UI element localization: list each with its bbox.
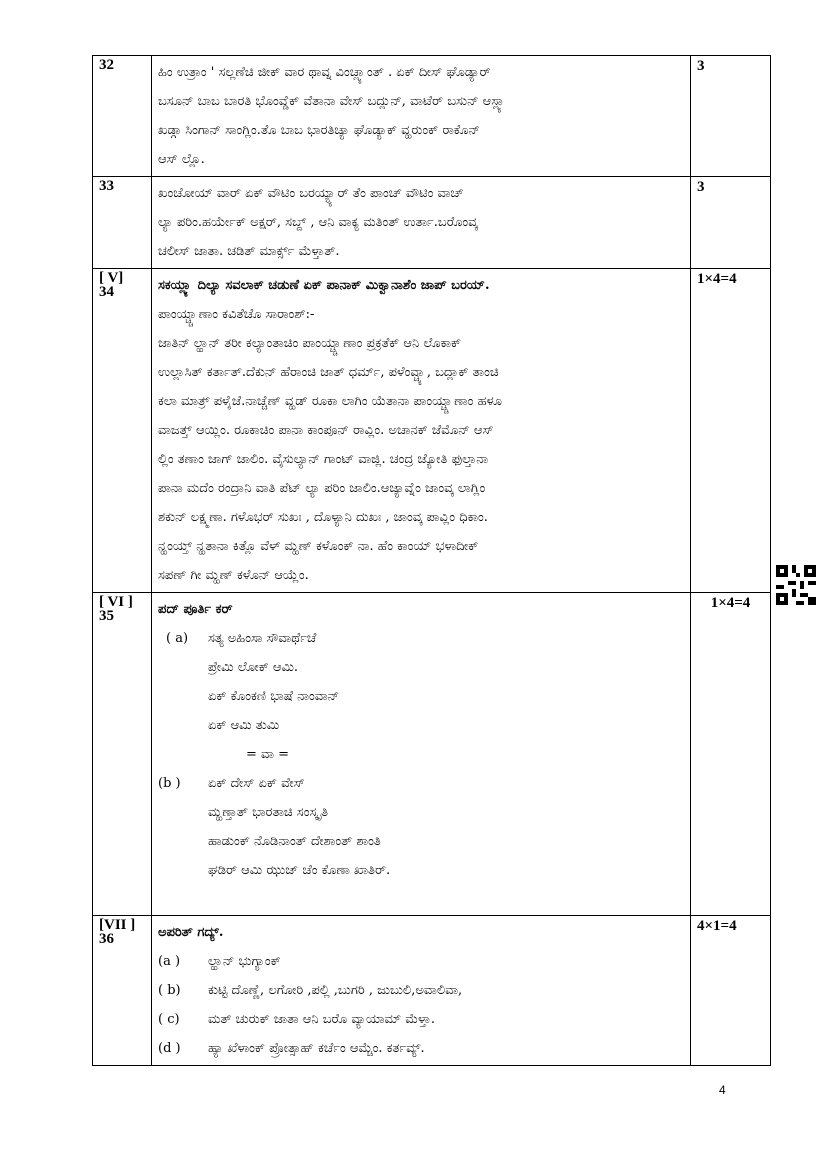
marks-cell: 1×4=4 [691,269,771,593]
poem-line: ಏಕ್ ಕೊಂಕಣಿ ಭಾಷೆ ನಾಂವಾನ್ [208,689,340,704]
option-label: (a ) [158,954,181,969]
answer-cell [152,177,691,269]
option-label: ( b) [158,983,181,998]
marks-cell: 4×1=4 [691,916,771,1066]
table-row [93,916,771,1066]
section-heading: ಪದ್ ಪೂರ್ತಿ ಕರ್ [158,602,233,617]
answer-line: ಕಲಾ ಮಾತ್ರ್ ಪಳೈಜೆ.ನಾಚ್ಚೆಣ್ ವ್ಹಡ್ ರೂಕಾ ಲಾಗಿಂ ಯೆತಾನಾ ಪಾಂಯ್ಚ್ಚಾಣಾಂ ಹಳೂ [158,394,502,409]
answer-line: ನ್ಹಂಯ್ತ್ ನ್ಹತಾನಾ ಕಿತ್ಲೊ ವೆಳ್ ಮ್ಹಣ್ ಕಳೊಂಕ್ ನಾ. ಹೆಂ ಕಾಂಯ್ ಭಳಾದೀಕ್ [158,539,479,554]
marks-cell: 3 [691,177,771,269]
answer-line: ಚಲೀಸ್ ಜಾತಾ. ಚಡಿತ್ ಮಾರ್ಕ್ಸ್ ಮೆಳ್ತಾತ್. [158,244,340,259]
answer-line: ಪಾನಾ ಮದೆಂ ರಂದ್ರಾನಿ ವಾತಿ ಪೆಟ್ ಲ್ಯಾ ಪರಿಂ ಜಾಲಿಂ.ಆಜ್ಯಾವ್ನೆಂ ಜಾಂವ್ಕ ಲಾಗ್ಲಿಂ [158,481,486,496]
question-number: [ VI ] 35 [93,593,152,916]
option-label: (b ) [158,776,181,791]
answer-line: ಖಡ್ಗಾ ಸಿಂಗಾನ್ ಸಾಂಗ್ಲಿಂ.ತೊ ಬಾಬ ಭಾರತಿಚ್ಯಾ ಘೊಡ್ಯಾಕ್ ವ್ಹರುಂಕ್ ರಾಕೊನ್ [158,123,480,138]
answer-line: ಸಪಣ್ ಗೀ ಮ್ಹಣ್ ಕಳೊನ್ ಆಯ್ಲೆಂ. [158,568,309,583]
option-item [158,947,684,976]
answer-line: ಪಾಂಯ್ಚ್ಚಾಣಾಂ ಕವಿತೆಚೊ ಸಾರಾಂಶ್:- [158,307,315,322]
option-text: ಸತ್ಯ ಅಹಿಂಸಾ ಸೌವಾರ್ಥೆಚೆ [208,631,317,646]
poem-line: ಪ್ರೇಮಿ ಲೋಕ್ ಆಮಿ. [208,660,299,675]
answer-line: ಹಿಂ ಉತ್ರಾಂ ' ಸಲ್ಲಣೆಚಿ ಜೀಕ್ ವಾರ ಥಾವ್ನ ವಿಂಚ್ಲ್ಯಾಂತ್ . ಏಕ್ ದೀಸ್ ಘೊಡ್ಯಾರ್ [158,65,491,80]
answer-cell [152,916,691,1066]
option-text: ಲ್ಹಾನ್ ಭುಗ್ಯಾಂಕ್ [208,954,281,969]
question-number: [ V] 34 [93,269,152,593]
section-heading: ಸಕಯ್ಲ್ಯಾ ದಿಲ್ಯಾ ಸವಲಾಕ್ ಚಡುಣೆ ಏಕ್ ಪಾನಾಕ್ ಮಿಕ್ವಾನಾಶೆಂ ಜಾಪ್ ಬರಯ್. [158,278,490,293]
answer-cell [152,269,691,593]
option-label: ( a) [166,631,189,646]
answer-line: ಲ್ಲಿಂ ತಣಾಂ ಜಾಗ್ ಜಾಲಿಂ. ವೈಸುಲ್ಯಾನ್ ಗಾಂಟ್ ವಾಜ್ಲಿ. ಚಂದ್ರ ಜ್ಯೋತಿ ಫುಲ್ತಾನಾ [158,452,489,467]
option-item [158,624,684,653]
option-item [158,976,684,1005]
table-row [93,177,771,269]
answer-line: ವಾಜತ್ತ್ ಆಯ್ಲಿಂ. ರೂಕಾಚಿಂ ಪಾನಾ ಕಾಂಪೂನ್ ರಾವ್ಲಿಂ. ಅಚಾನಕ್ ಜೆಮೊನ್ ಆಸ್ [158,423,494,438]
option-item [158,769,684,798]
table-row [93,269,771,593]
poem-line: ಮ್ಹಣ್ತಾತ್ ಭಾರತಾಚಿ ಸಂಸ್ಕೃತಿ [208,805,329,820]
option-text: ಕುಟ್ಟಿ ದೊಣ್ಣೆ, ಲಗೋರಿ ,ಪಲ್ಲಿ ,ಬುಗರಿ , ಜುಬುಲಿ,ಅವಾಲಿವಾ, [208,983,463,998]
option-label: ( c) [158,1012,180,1027]
table-row [93,56,771,177]
table-row [93,593,771,916]
option-item [158,1034,684,1063]
question-number: [VII ] 36 [93,916,152,1066]
answer-line: ಉಲ್ಲಾಸಿತ್ ಕರ್ತಾತ್.ದೆಕುನ್ ಹೆರಾಂಚಿ ಜಾತ್ ಧರ್ಮ್, ಪಳೆಂವ್ಚ್ಯಾ, ಬದ್ಲಾಕ್ ತಾಂಚಿ [158,365,499,380]
option-text: ಏಕ್ ದೇಸ್ ಏಕ್ ವೇಸ್ [208,776,305,791]
section-heading: ಅಪರಿತ್ ಗದ್ಯ್. [158,925,224,940]
answer-line: ಖಂಚೋಯ್ ವಾರ್ ಏಕ್ ವೌಟಿಂ ಬರಯ್ಯ್ಯಾರ್ ತೆಂ ಪಾಂಚ್ ವೌಟಿಂ ವಾಚ್ [158,186,464,201]
poem-line: ಹಾಡುಂಕ್ ನೊಡಿನಾಂತ್ ದೇಶಾಂತ್ ಶಾಂತಿ [208,834,381,849]
answer-line: ಜಾತಿನ್ ಲ್ಹಾನ್ ತರೀ ಕಲ್ಯಾಂತಾಚಿಂ ಪಾಂಯ್ಚ್ಚಾಣಾಂ ಪ್ರಕ್ರತೆಕ್ ಆನಿ ಲೊಕಾಕ್ [158,336,462,351]
answer-cell [152,56,691,177]
option-label: (d ) [158,1041,181,1056]
page-number: 4 [719,1083,726,1097]
marks-cell: 1×4=4 [691,593,771,916]
option-text: ಹ್ಯಾ ಖೆಳಾಂಕ್ ಪ್ರೋತ್ಸಾಹ್ ಕರ್ಚೆಂ ಆಮ್ಚೆಂ. ಕರ್ತವ್ಯ್. [208,1041,425,1056]
question-table [92,55,771,1066]
poem-tail: = ವಾ = [246,747,289,762]
answer-line: ಶಕುನ್ ಲಕ್ಷ್ಮಣಾ. ಗಳೊಭರ್ ಸುಖಃ , ದೊಳ್ಯಾನಿ ದುಖಃ , ಜಾಂವ್ಕ ಪಾವ್ಲಿಂ ಧಿಕಾಂ. [158,510,488,525]
marks-cell: 3 [691,56,771,177]
answer-cell [152,593,691,916]
option-item [158,1005,684,1034]
poem-line: ಘಡಿರ್ ಆಮಿ ಝುಜ್ ಚೆಂ ಕೊಣಾ ಖಾತಿರ್. [208,863,391,878]
qr-code-icon [776,565,816,605]
answer-line: ಬಸೂನ್ ಬಾಬ ಬಾರತಿ ಭೊಂವ್ಡೆಕ್ ವೆತಾನಾ ವೇಸ್ ಬದ್ಲುನ್, ವಾಟೆರ್ ಬಸುನ್ ಆಸ್ಲ್ಯಾ [158,94,507,109]
poem-line: ಏಕ್ ಆಮಿ ತುಮಿ [208,718,280,733]
question-number: 32 [93,56,152,177]
answer-line: ಆಸ್ ಲ್ಲೊ. [158,152,205,167]
option-text: ಮತ್ ಚುರುಕ್ ಜಾತಾ ಆನಿ ಬರೊ ವ್ಯಾಯಾಮ್ ಮೆಳ್ತಾ. [208,1012,436,1027]
answer-line: ಲ್ಯಾ ಪರಿಂ.ಹರ್ಯೇಕ್ ಅಕ್ಷರ್, ಸಬ್ದ್ , ಆನಿ ವಾಕ್ಯ ಮತಿಂತ್ ಉರ್ತಾ.ಬರೊಂವ್ಕ [158,215,478,230]
question-number: 33 [93,177,152,269]
